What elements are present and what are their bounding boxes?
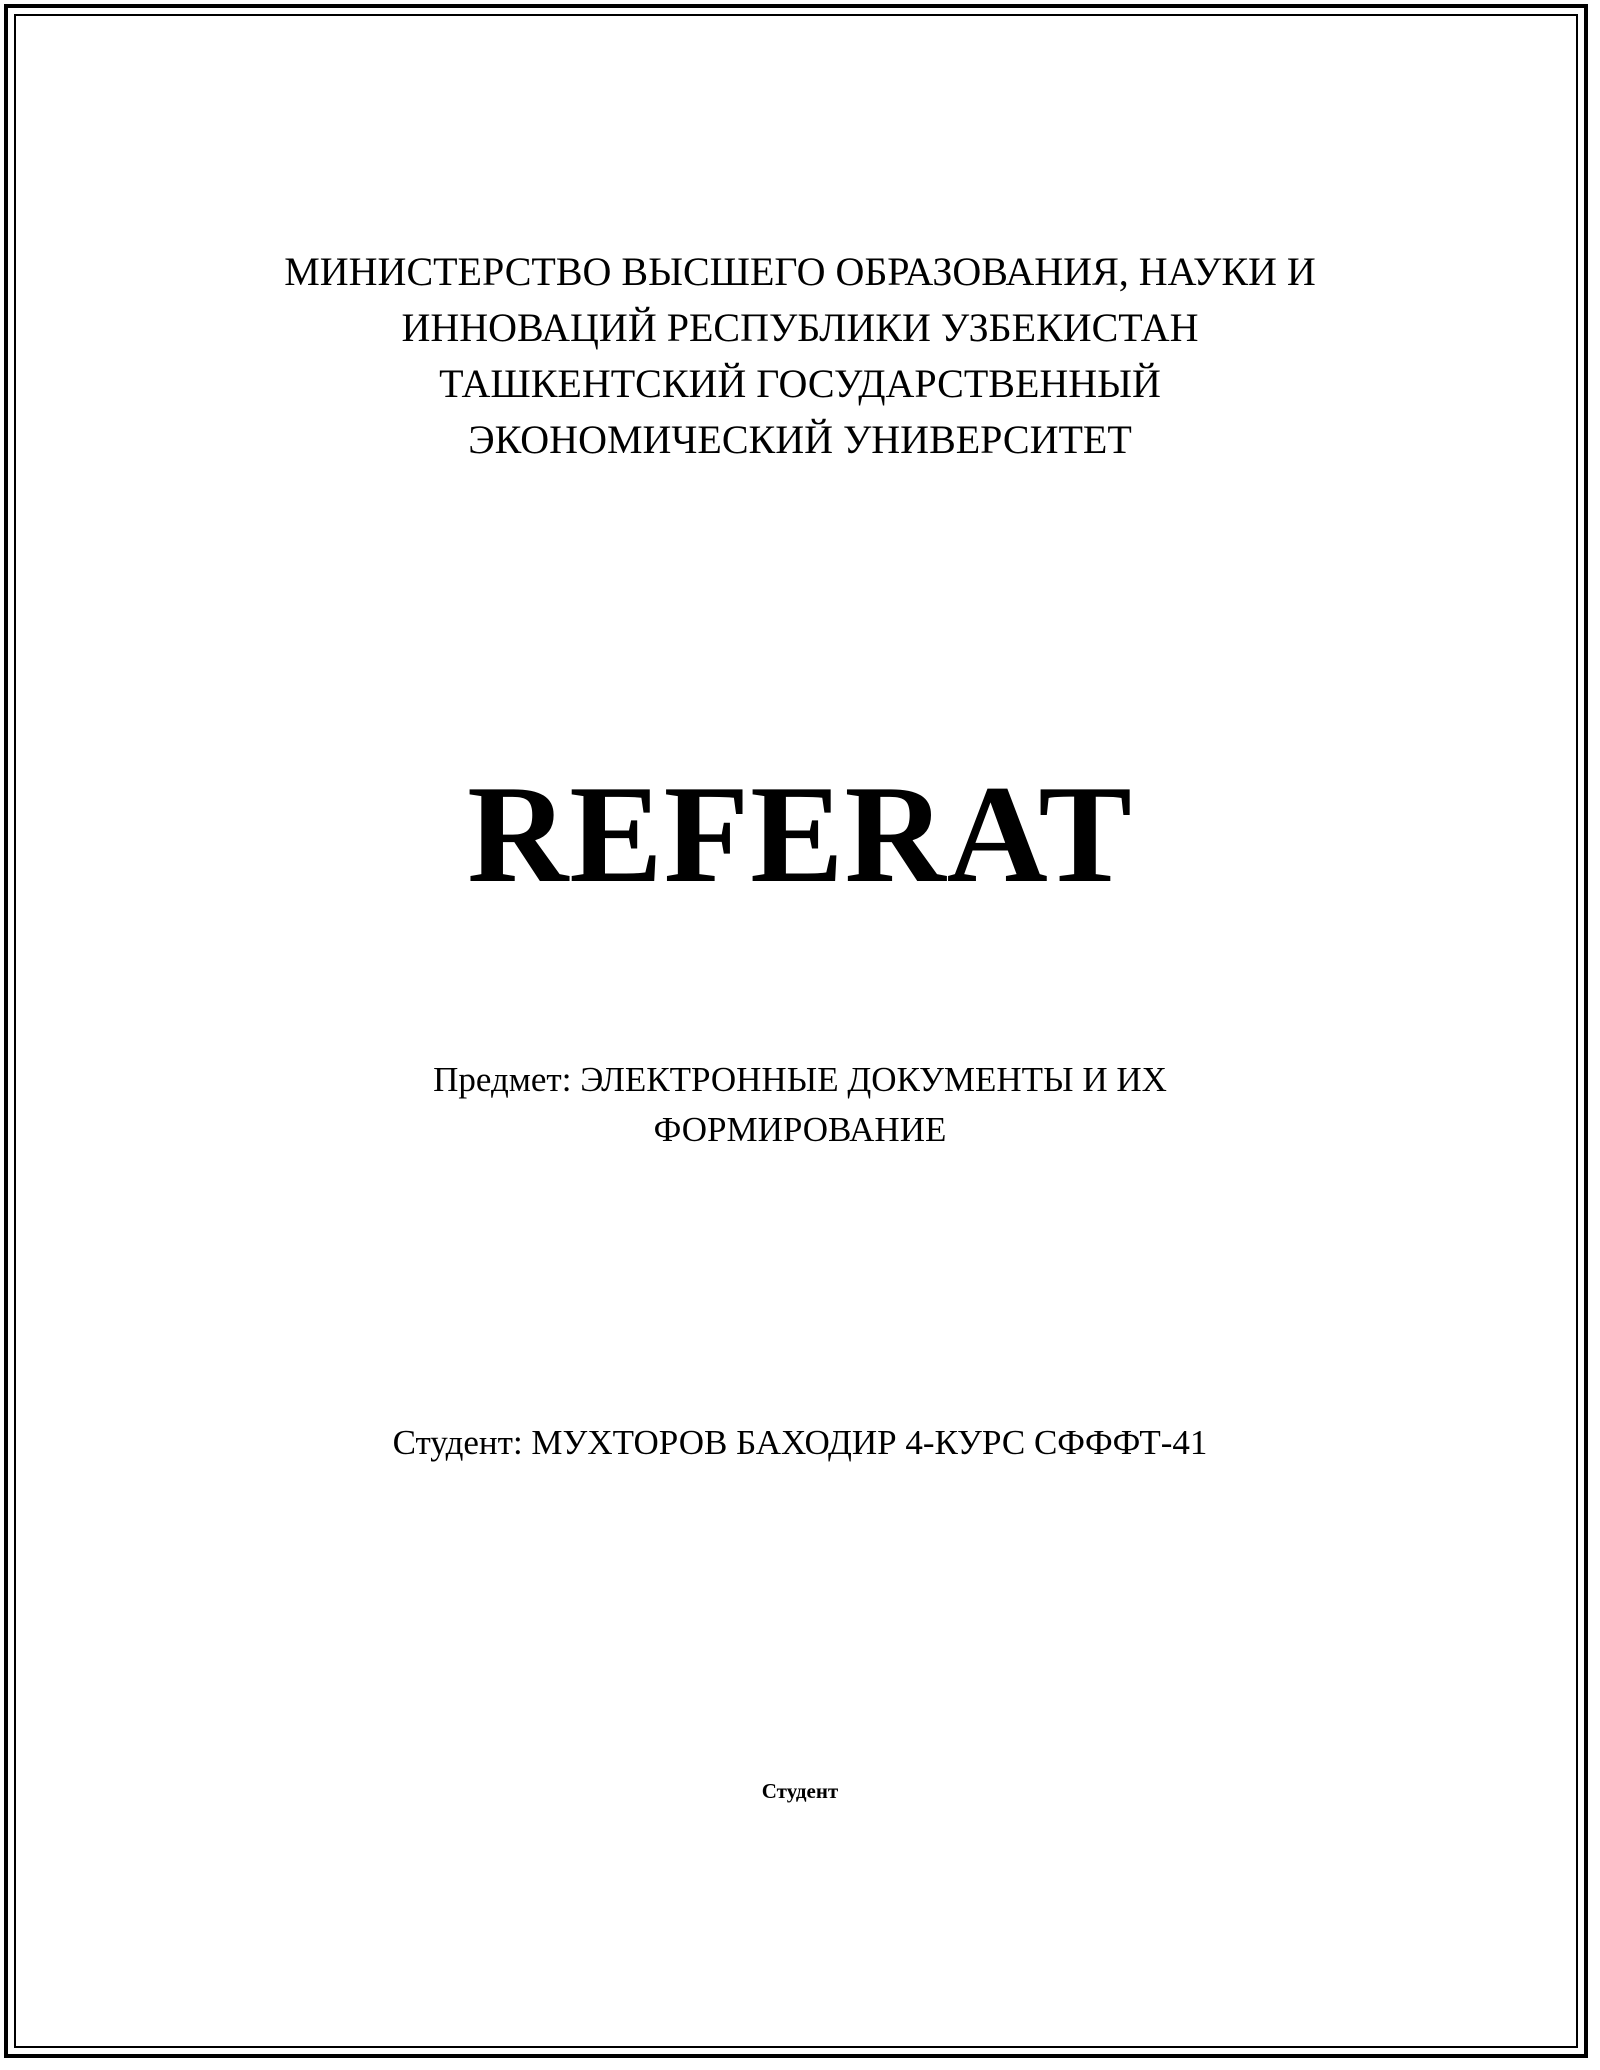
document-title: REFERAT	[467, 757, 1133, 912]
header-line-1: МИНИСТЕРСТВО ВЫСШЕГО ОБРАЗОВАНИЯ, НАУКИ И	[284, 249, 1316, 294]
header-line-3: ТАШКЕНТСКИЙ ГОСУДАРСТВЕННЫЙ	[439, 361, 1161, 406]
header-line-4: ЭКОНОМИЧЕСКИЙ УНИВЕРСИТЕТ	[468, 417, 1132, 462]
institution-header	[0, 244, 1600, 468]
subject-line-1: Предмет: ЭЛЕКТРОННЫЕ ДОКУМЕНТЫ И ИХ	[433, 1060, 1167, 1099]
subject-line-2: ФОРМИРОВАНИЕ	[653, 1110, 947, 1149]
student-info: Студент: МУХТОРОВ БАХОДИР 4-КУРС СФФФТ-41	[392, 1423, 1208, 1462]
student-signature-label: Студент	[761, 1779, 839, 1803]
header-line-2: ИННОВАЦИЙ РЕСПУБЛИКИ УЗБЕКИСТАН	[401, 305, 1199, 350]
subject-block	[0, 1055, 1600, 1155]
